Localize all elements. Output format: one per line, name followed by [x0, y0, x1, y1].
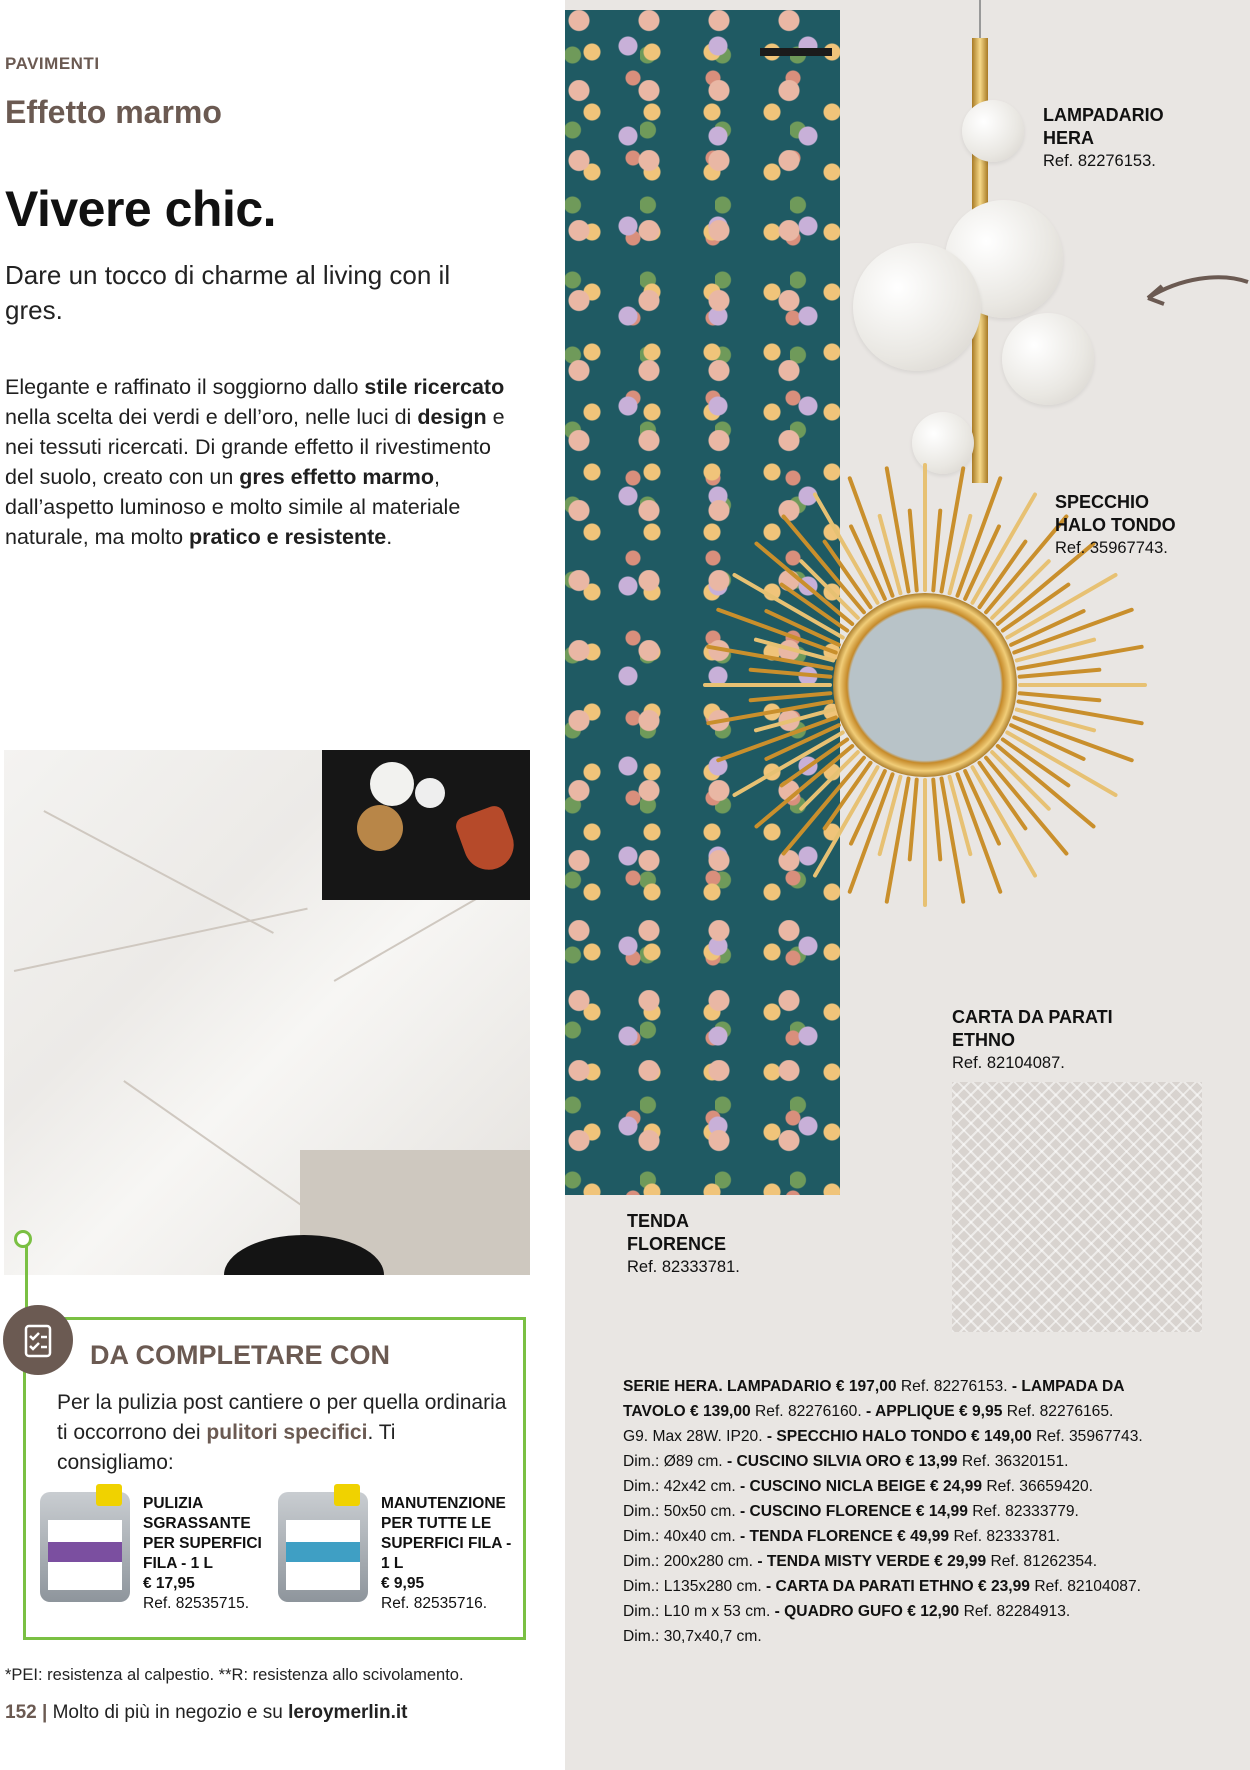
- price-list-detail: Ref. 81262354.: [986, 1553, 1098, 1570]
- price-list-detail: Ref. 35967743.: [1031, 1428, 1143, 1445]
- body-copy: [5, 372, 525, 552]
- mirror-ray: [1020, 693, 1100, 700]
- lamp-ref: Ref. 82276153.: [1043, 152, 1156, 170]
- page-headline: Vivere chic.: [5, 181, 277, 237]
- label-wallpaper: [952, 1006, 1113, 1075]
- cleaner-bottle-1: [40, 1492, 130, 1602]
- marble-vein: [44, 810, 274, 933]
- mirror-name-1: SPECCHIO: [1055, 492, 1150, 512]
- arrow-icon: [1140, 268, 1250, 318]
- price-list-line: [623, 1399, 1223, 1424]
- price-list-detail: Ref. 36320151.: [957, 1453, 1069, 1470]
- label-curtain: [627, 1210, 740, 1279]
- cleaner-bottle-2: [278, 1492, 368, 1602]
- curtain-ref: Ref. 82333781.: [627, 1258, 740, 1276]
- mirror-ref: Ref. 35967743.: [1055, 539, 1168, 557]
- price-list-detail: Ref. 82333781.: [949, 1528, 1061, 1545]
- mirror-name-2: HALO TONDO: [1055, 515, 1176, 535]
- body-copy-text: nella scelta dei verdi e dell’oro, nelle luci di: [5, 405, 418, 429]
- marble-vein: [124, 1080, 321, 1219]
- mirror-ray: [941, 468, 963, 591]
- label-lamp: [1043, 104, 1164, 173]
- mirror-ray: [708, 647, 831, 669]
- price-list-detail: Dim.: 200x280 cm.: [623, 1553, 758, 1570]
- price-list-product: - TENDA FLORENCE € 49,99: [739, 1528, 950, 1545]
- price-list-detail: Ref. 82276165.: [1002, 1403, 1114, 1420]
- body-copy-emphasis: pratico e resistente: [189, 525, 387, 549]
- mirror-ray: [933, 780, 940, 860]
- price-list-detail: Dim.: Ø89 cm.: [623, 1453, 727, 1470]
- price-list-line: [623, 1549, 1223, 1574]
- mirror-ray: [751, 693, 831, 700]
- footnote: *PEI: resistenza al calpestio. **R: resistenza allo scivolamento.: [5, 1666, 464, 1684]
- price-list-product: - CUSCINO SILVIA ORO € 13,99: [726, 1453, 958, 1470]
- label-mirror: [1055, 491, 1176, 560]
- price-list-line: [623, 1499, 1223, 1524]
- price-list-detail: Ref. 82276153.: [896, 1378, 1012, 1395]
- lamp-wire: [979, 0, 981, 40]
- black-tray: [322, 750, 530, 900]
- price-list-product: - QUADRO GUFO € 12,90: [774, 1603, 960, 1620]
- mirror-ray: [1020, 670, 1100, 677]
- product-ref: Ref. 82535715.: [143, 1595, 250, 1612]
- mirror-ray: [910, 511, 917, 591]
- price-list-product: - LAMPADA DA: [1011, 1378, 1125, 1395]
- price-list-product: SERIE HERA. LAMPADARIO € 197,00: [623, 1378, 897, 1395]
- lamp-globe: [1002, 313, 1094, 405]
- mirror-ray: [887, 468, 909, 591]
- mirror-ray: [1019, 647, 1142, 669]
- price-list-detail: Ref. 82276160.: [750, 1403, 867, 1420]
- small-plate: [415, 778, 445, 808]
- price-list-product: - CUSCINO NICLA BEIGE € 24,99: [739, 1478, 983, 1495]
- mirror-ray: [708, 701, 831, 723]
- price-list-detail: Ref. 82284913.: [959, 1603, 1071, 1620]
- lamp-globe: [962, 100, 1024, 162]
- connector-dot: [14, 1230, 32, 1248]
- price-list-detail: Dim.: L135x280 cm.: [623, 1578, 767, 1595]
- price-list: [623, 1374, 1223, 1649]
- body-copy-emphasis: design: [417, 405, 487, 429]
- price-list-product: TAVOLO € 139,00: [623, 1403, 751, 1420]
- marble-floor-photo: [4, 750, 530, 1275]
- price-list-line: [623, 1524, 1223, 1549]
- price-list-detail: Ref. 82104087.: [1029, 1578, 1141, 1595]
- curtain-name-2: FLORENCE: [627, 1234, 726, 1254]
- mirror-ray: [1019, 701, 1142, 723]
- gold-plate: [357, 805, 403, 851]
- mirror-ray: [751, 670, 831, 677]
- body-copy-text: e nei tessuti ricercati. Di grande effetto il rivestimento del suolo, creato con un: [5, 405, 505, 489]
- wallpaper-ref: Ref. 82104087.: [952, 1054, 1065, 1072]
- price-list-detail: G9. Max 28W. IP20.: [623, 1428, 767, 1445]
- body-copy-text: .: [386, 525, 393, 549]
- body-copy-emphasis: stile ricercato: [364, 375, 505, 399]
- curtain-name-1: TENDA: [627, 1211, 689, 1231]
- completion-title: DA COMPLETARE CON: [90, 1340, 390, 1370]
- price-list-detail: Ref. 36659420.: [982, 1478, 1094, 1495]
- price-list-detail: Ref. 82333779.: [967, 1503, 1079, 1520]
- mirror-ray: [887, 779, 909, 902]
- bottle-cap: [96, 1484, 122, 1506]
- price-list-detail: Dim.: L10 m x 53 cm.: [623, 1603, 775, 1620]
- red-decor: [453, 803, 521, 876]
- page-number: 152: [5, 1702, 37, 1723]
- lamp-globe: [853, 243, 981, 371]
- body-copy-emphasis: gres effetto marmo: [239, 465, 435, 489]
- body-copy-text: Elegante e raffinato il soggiorno dallo: [5, 375, 365, 399]
- wallpaper-swatch: [952, 1082, 1202, 1332]
- product-ref: Ref. 82535716.: [381, 1595, 488, 1612]
- subheadline: Dare un tocco di charme al living con il gres.: [5, 260, 451, 325]
- bottle-label: [48, 1520, 122, 1590]
- price-list-detail: Dim.: 42x42 cm.: [623, 1478, 740, 1495]
- price-list-line: [623, 1424, 1223, 1449]
- price-list-product: - CUSCINO FLORENCE € 14,99: [739, 1503, 968, 1520]
- bottle-label-band: [48, 1542, 122, 1562]
- checklist-icon: [3, 1305, 73, 1375]
- page-footer: [5, 1702, 407, 1724]
- bottle-label-band: [286, 1542, 360, 1562]
- section-eyebrow: PAVIMENTI: [5, 54, 100, 73]
- body-copy-text: , dall’aspetto luminoso e molto simile al materiale naturale, ma molto: [5, 465, 461, 549]
- price-list-product: - SPECCHIO HALO TONDO € 149,00: [766, 1428, 1032, 1445]
- wallpaper-name-2: ETHNO: [952, 1030, 1015, 1050]
- price-list-product: - APPLIQUE € 9,95: [866, 1403, 1003, 1420]
- product-price: € 9,95: [381, 1575, 425, 1592]
- section-title: Effetto marmo: [5, 94, 222, 130]
- wallpaper-name-1: CARTA DA PARATI: [952, 1007, 1113, 1027]
- footer-text: Molto di più in negozio e su: [52, 1702, 289, 1723]
- curtain-rod: [760, 48, 832, 56]
- completion-text-after: . Ti consigliamo:: [57, 1421, 396, 1474]
- mirror-ray: [933, 511, 940, 591]
- price-list-line: [623, 1624, 1223, 1649]
- price-list-line: [623, 1599, 1223, 1624]
- footer-separator: |: [41, 1702, 48, 1723]
- price-list-product: - TENDA MISTY VERDE € 29,99: [757, 1553, 987, 1570]
- product-name: PULIZIA SGRASSANTE PER SUPERFICI FILA - 1 L: [143, 1495, 262, 1572]
- product-cleaner-2: [381, 1494, 516, 1614]
- product-name: MANUTENZIONE PER TUTTE LE SUPERFICI FILA - 1 L: [381, 1495, 512, 1572]
- lamp-name-2: HERA: [1043, 128, 1095, 148]
- price-list-line: [623, 1574, 1223, 1599]
- mirror-ray: [941, 779, 963, 902]
- completion-text-before: Per la pulizia post cantiere o per quella ordinaria ti occorrono dei: [57, 1391, 507, 1444]
- product-price: € 17,95: [143, 1575, 195, 1592]
- lamp-name-1: LAMPADARIO: [1043, 105, 1164, 125]
- price-list-detail: Dim.: 40x40 cm.: [623, 1528, 740, 1545]
- price-list-product: - CARTA DA PARATI ETHNO € 23,99: [766, 1578, 1030, 1595]
- completion-text: [57, 1388, 517, 1478]
- price-list-line: [623, 1374, 1223, 1399]
- bottle-label: [286, 1520, 360, 1590]
- marble-vein: [14, 908, 308, 972]
- white-plate: [370, 762, 414, 806]
- bottle-cap: [334, 1484, 360, 1506]
- price-list-line: [623, 1449, 1223, 1474]
- footer-site-link[interactable]: leroymerlin.it: [288, 1702, 408, 1723]
- mirror-ray: [910, 780, 917, 860]
- price-list-line: [623, 1474, 1223, 1499]
- product-cleaner-1: [143, 1494, 268, 1614]
- completion-text-highlight: pulitori specifici: [206, 1421, 368, 1444]
- halo-mirror: [833, 593, 1017, 777]
- price-list-detail: Dim.: 30,7x40,7 cm.: [623, 1628, 762, 1645]
- price-list-detail: Dim.: 50x50 cm.: [623, 1503, 740, 1520]
